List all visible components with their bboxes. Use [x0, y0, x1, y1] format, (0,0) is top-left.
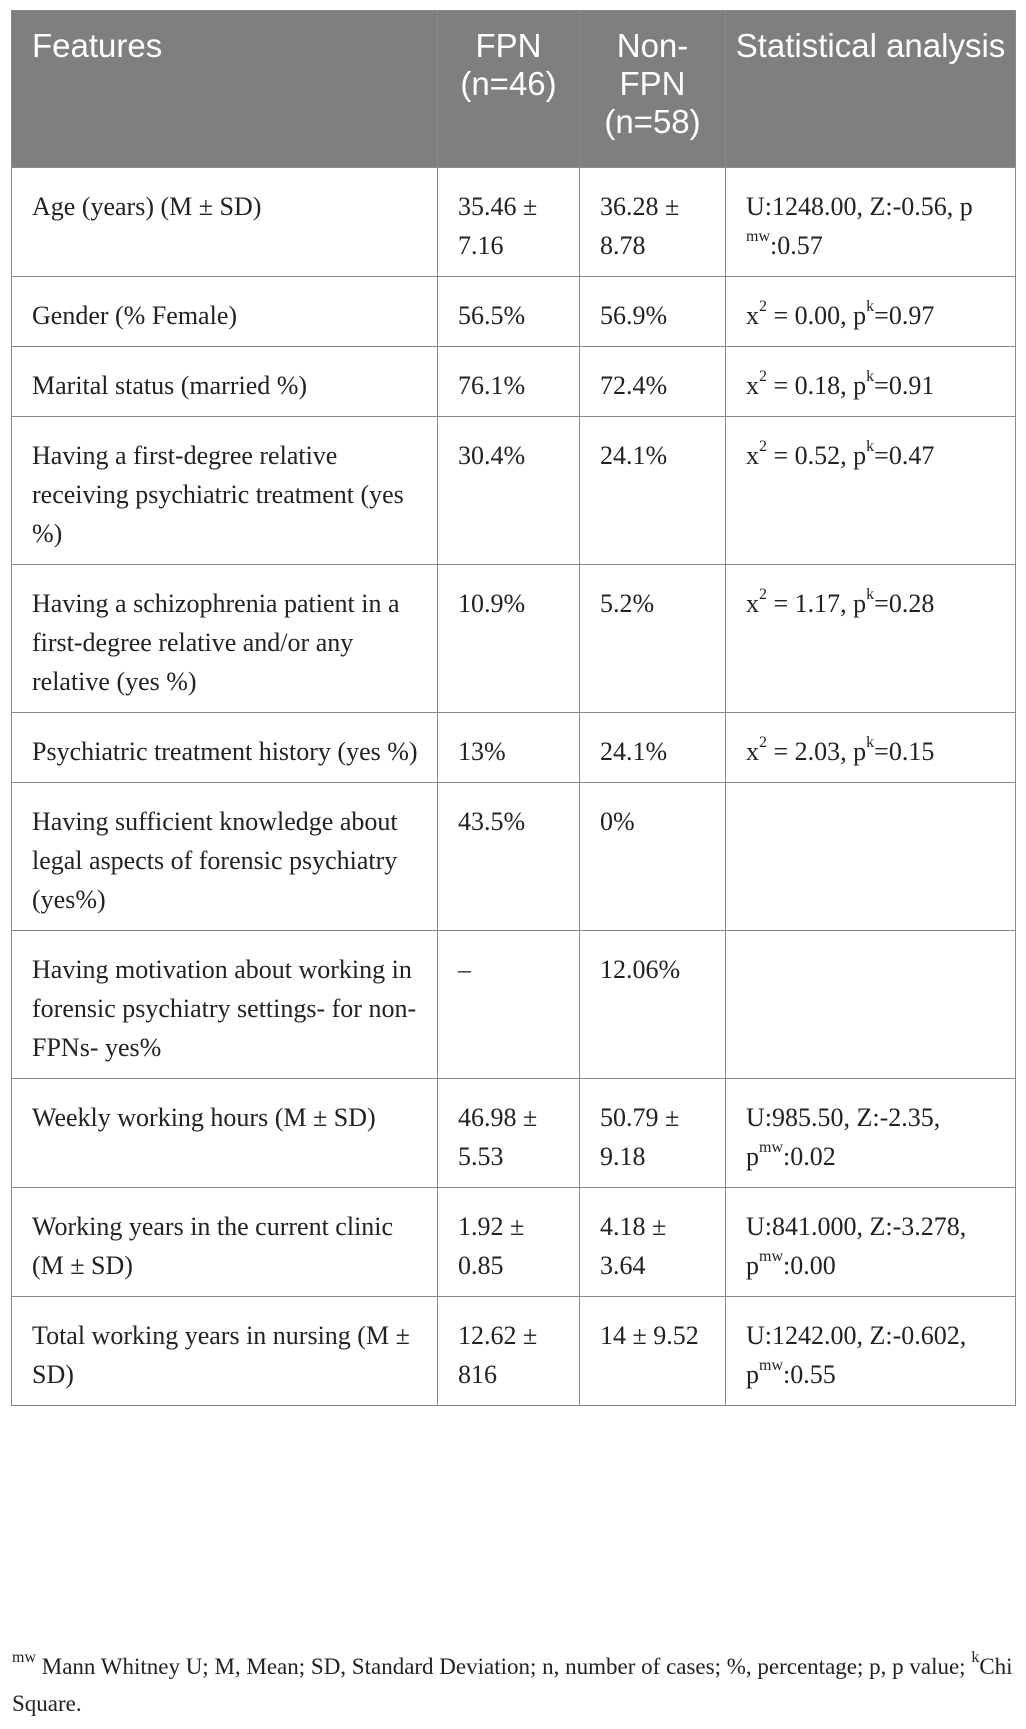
table-row	[12, 417, 1016, 565]
non-fpn-cell: 0%	[580, 783, 726, 931]
fpn-cell: 30.4%	[438, 417, 580, 565]
table-row	[12, 168, 1016, 277]
feature-cell: Working years in the current clinic (M ± SD)	[12, 1188, 438, 1297]
non-fpn-cell: 72.4%	[580, 347, 726, 417]
fpn-cell: 43.5%	[438, 783, 580, 931]
fpn-cell: 76.1%	[438, 347, 580, 417]
feature-cell: Having motivation about working in forensic psychiatry settings- for non- FPNs- yes%	[12, 931, 438, 1079]
table-header-row	[12, 11, 1016, 168]
fpn-cell: 10.9%	[438, 565, 580, 713]
non-fpn-cell: 36.28 ± 8.78	[580, 168, 726, 277]
feature-cell: Gender (% Female)	[12, 277, 438, 347]
feature-cell: Weekly working hours (M ± SD)	[12, 1079, 438, 1188]
fpn-cell: 56.5%	[438, 277, 580, 347]
table-row	[12, 1297, 1016, 1406]
feature-cell: Having a first-degree relative receiving psychiatric treatment (yes %)	[12, 417, 438, 565]
fpn-cell: 35.46 ± 7.16	[438, 168, 580, 277]
stats-cell: $x^2 = 0.52$, $p^k=0.47$	[726, 417, 1016, 565]
stats-cell: $x^2 = 0.00$, $p^k=0.97$	[726, 277, 1016, 347]
table-row	[12, 565, 1016, 713]
feature-cell: Age (years) (M ± SD)	[12, 168, 438, 277]
stats-cell: U:1242.00, Z:-0.602, $p^{mw}:0.55$	[726, 1297, 1016, 1406]
non-fpn-cell: 5.2%	[580, 565, 726, 713]
stats-cell: U:1248.00, Z:-0.56, p $^{mw}$:0.57	[726, 168, 1016, 277]
feature-cell: Marital status (married %)	[12, 347, 438, 417]
fpn-cell: –	[438, 931, 580, 1079]
stats-cell: U:985.50, Z:-2.35, $p^{mw}:0.02$	[726, 1079, 1016, 1188]
header-statistical-analysis: Statistical analysis	[726, 11, 1016, 168]
header-fpn: FPN (n=46)	[438, 11, 580, 168]
stats-cell	[726, 931, 1016, 1079]
header-features: Features	[12, 11, 438, 168]
non-fpn-cell: 14 ± 9.52	[580, 1297, 726, 1406]
non-fpn-cell: 50.79 ± 9.18	[580, 1079, 726, 1188]
table-row	[12, 347, 1016, 417]
stats-cell: U:841.000, Z:-3.278, $p^{mw}:0.00$	[726, 1188, 1016, 1297]
feature-cell: Psychiatric treatment history (yes %)	[12, 713, 438, 783]
fpn-cell: 13%	[438, 713, 580, 783]
non-fpn-cell: 12.06%	[580, 931, 726, 1079]
stats-cell: $x^2 = 1.17$, $p^k=0.28$	[726, 565, 1016, 713]
feature-cell: Having sufficient knowledge about legal aspects of forensic psychiatry (yes%)	[12, 783, 438, 931]
table-row	[12, 783, 1016, 931]
stats-cell: $x^2 = 0.18$, $p^k=0.91$	[726, 347, 1016, 417]
demographics-table	[11, 10, 1016, 1406]
fpn-cell: 46.98 ± 5.53	[438, 1079, 580, 1188]
table-row	[12, 931, 1016, 1079]
non-fpn-cell: 24.1%	[580, 417, 726, 565]
table-row	[12, 277, 1016, 347]
table-row	[12, 1079, 1016, 1188]
stats-cell: $x^2 = 2.03$, $p^k=0.15$	[726, 713, 1016, 783]
table-footnote: $^{mw}$ Mann Whitney U; M, Mean; SD, Standard Deviation; n, number of cases; %, percentage; p, p value; $^k$Chi Square.	[12, 1649, 1013, 1716]
feature-cell: Total working years in nursing (M ± SD)	[12, 1297, 438, 1406]
non-fpn-cell: 4.18 ± 3.64	[580, 1188, 726, 1297]
feature-cell: Having a schizophrenia patient in a first-degree relative and/or any relative (yes %)	[12, 565, 438, 713]
fpn-cell: 12.62 ± 816	[438, 1297, 580, 1406]
stats-cell	[726, 783, 1016, 931]
non-fpn-cell: 24.1%	[580, 713, 726, 783]
non-fpn-cell: 56.9%	[580, 277, 726, 347]
fpn-cell: 1.92 ± 0.85	[438, 1188, 580, 1297]
table-row	[12, 713, 1016, 783]
header-non-fpn: Non-FPN (n=58)	[580, 11, 726, 168]
table-row	[12, 1188, 1016, 1297]
